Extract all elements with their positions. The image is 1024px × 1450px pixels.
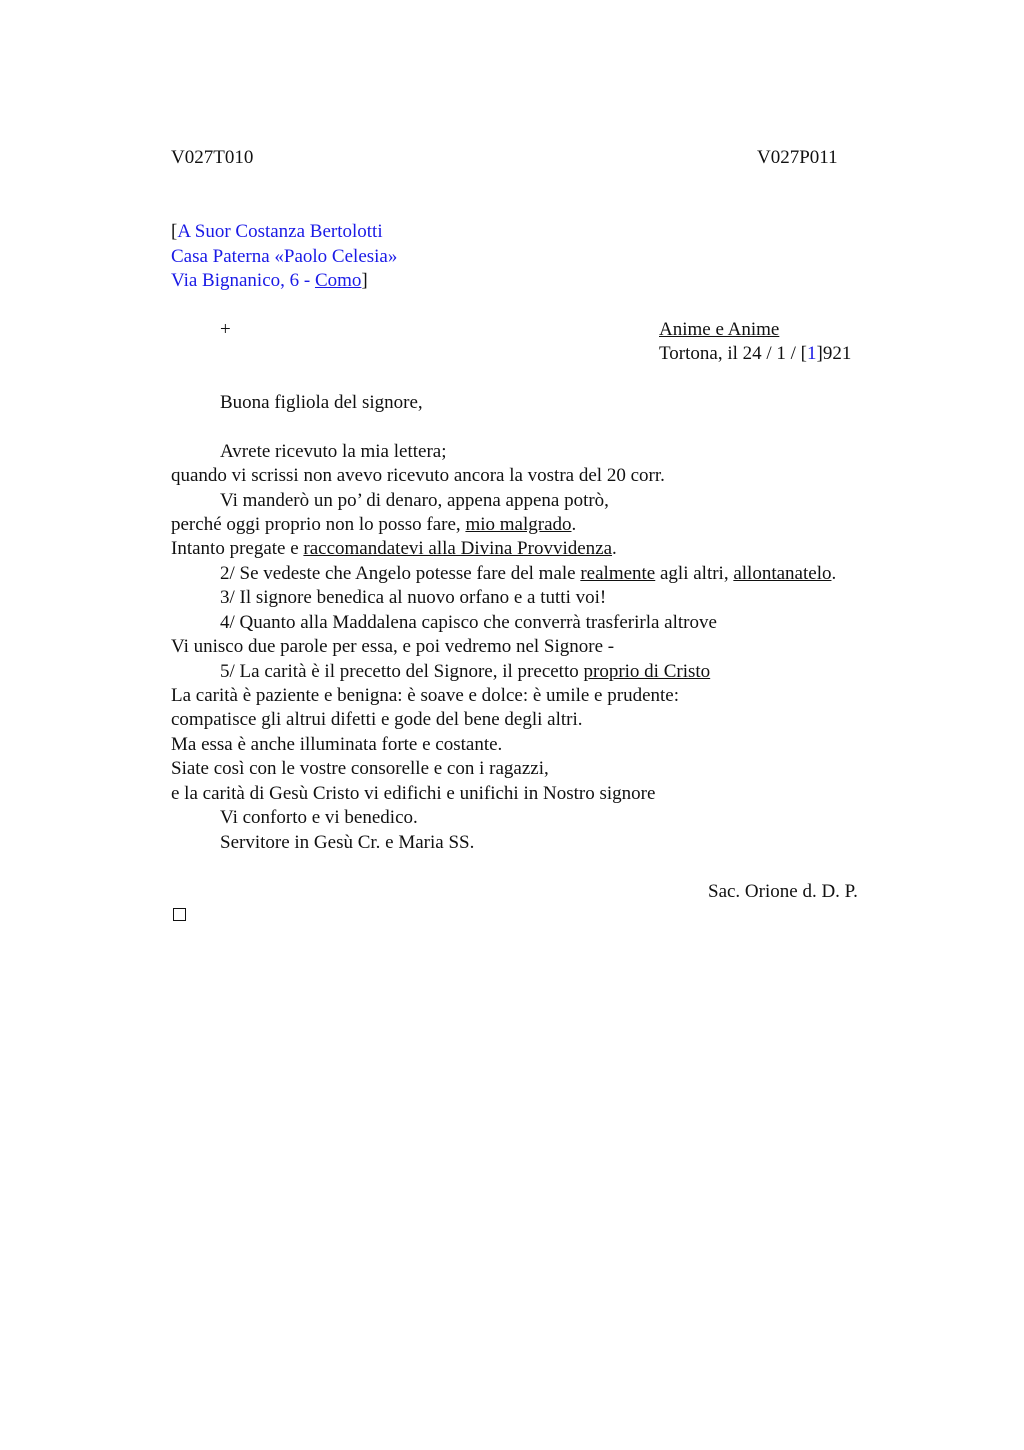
text-run: perché oggi proprio non lo posso fare, xyxy=(171,514,466,535)
address-close-bracket: ] xyxy=(361,270,368,291)
address-line-2: Casa Paterna «Paolo Celesia» xyxy=(171,246,398,267)
motto: Anime e Anime xyxy=(659,319,780,340)
cross-symbol: + xyxy=(220,319,231,340)
address-line-1 xyxy=(171,220,383,244)
body-line-16: Vi conforto e vi benedico. xyxy=(220,807,418,828)
dateline xyxy=(659,342,851,366)
text-run: . xyxy=(612,538,617,559)
signature: Sac. Orione d. D. P. xyxy=(708,881,858,902)
body-line-14: Siate così con le vostre consorelle e con i ragazzi, xyxy=(171,758,549,779)
body-line-10 xyxy=(220,660,710,684)
text-run: . xyxy=(831,563,837,584)
text-run: . xyxy=(571,514,577,535)
address-open-bracket: [ xyxy=(171,221,178,242)
text-run: 2/ Se vedeste che Angelo potesse fare del male xyxy=(220,563,581,584)
body-line-5 xyxy=(171,537,617,561)
body-line-6 xyxy=(220,562,836,586)
body-line-3: Vi manderò un po’ di denaro, appena appena potrò, xyxy=(220,490,609,511)
body-line-17: Servitore in Gesù Cr. e Maria SS. xyxy=(220,832,475,853)
address-street: Via Bignanico, 6 - xyxy=(171,270,315,291)
underlined-text: mio malgrado xyxy=(465,514,572,535)
body-line-13: Ma essa è anche illuminata forte e costante. xyxy=(171,734,503,755)
body-line-12: compatisce gli altrui difetti e gode del bene degli altri. xyxy=(171,709,583,730)
body-line-4 xyxy=(171,513,576,537)
end-marker-box xyxy=(173,908,186,921)
date-insert: 1 xyxy=(807,343,817,364)
text-run: agli altri, xyxy=(655,563,734,584)
body-line-9: Vi unisco due parole per essa, e poi vedremo nel Signore - xyxy=(171,636,615,657)
underlined-text: raccomandatevi alla Divina Provvidenza xyxy=(303,538,613,559)
date-suffix: ]921 xyxy=(816,343,852,364)
body-line-8: 4/ Quanto alla Maddalena capisco che converrà trasferirla altrove xyxy=(220,612,717,633)
body-line-1: Avrete ricevuto la mia lettera; xyxy=(220,441,447,462)
date-prefix: Tortona, il 24 / 1 / [ xyxy=(659,343,808,364)
document-code-right: V027P011 xyxy=(757,147,838,168)
text-run: 5/ La carità è il precetto del Signore, il precetto xyxy=(220,661,584,682)
body-line-15: e la carità di Gesù Cristo vi edifichi e unifichi in Nostro signore xyxy=(171,783,656,804)
underlined-text: allontanatelo xyxy=(733,563,832,584)
underlined-text: proprio di Cristo xyxy=(583,661,711,682)
underlined-text: realmente xyxy=(580,563,656,584)
salutation: Buona figliola del signore, xyxy=(220,392,423,413)
text-run: Intanto pregate e xyxy=(171,538,304,559)
body-line-2: quando vi scrissi non avevo ricevuto ancora la vostra del 20 corr. xyxy=(171,465,665,486)
address-city: Como xyxy=(314,270,362,291)
body-line-7: 3/ Il signore benedica al nuovo orfano e a tutti voi! xyxy=(220,587,607,608)
address-recipient: A Suor Costanza Bertolotti xyxy=(177,221,383,242)
document-code-left: V027T010 xyxy=(171,147,254,168)
address-line-3 xyxy=(171,269,368,293)
body-line-11: La carità è paziente e benigna: è soave e dolce: è umile e prudente: xyxy=(171,685,679,706)
